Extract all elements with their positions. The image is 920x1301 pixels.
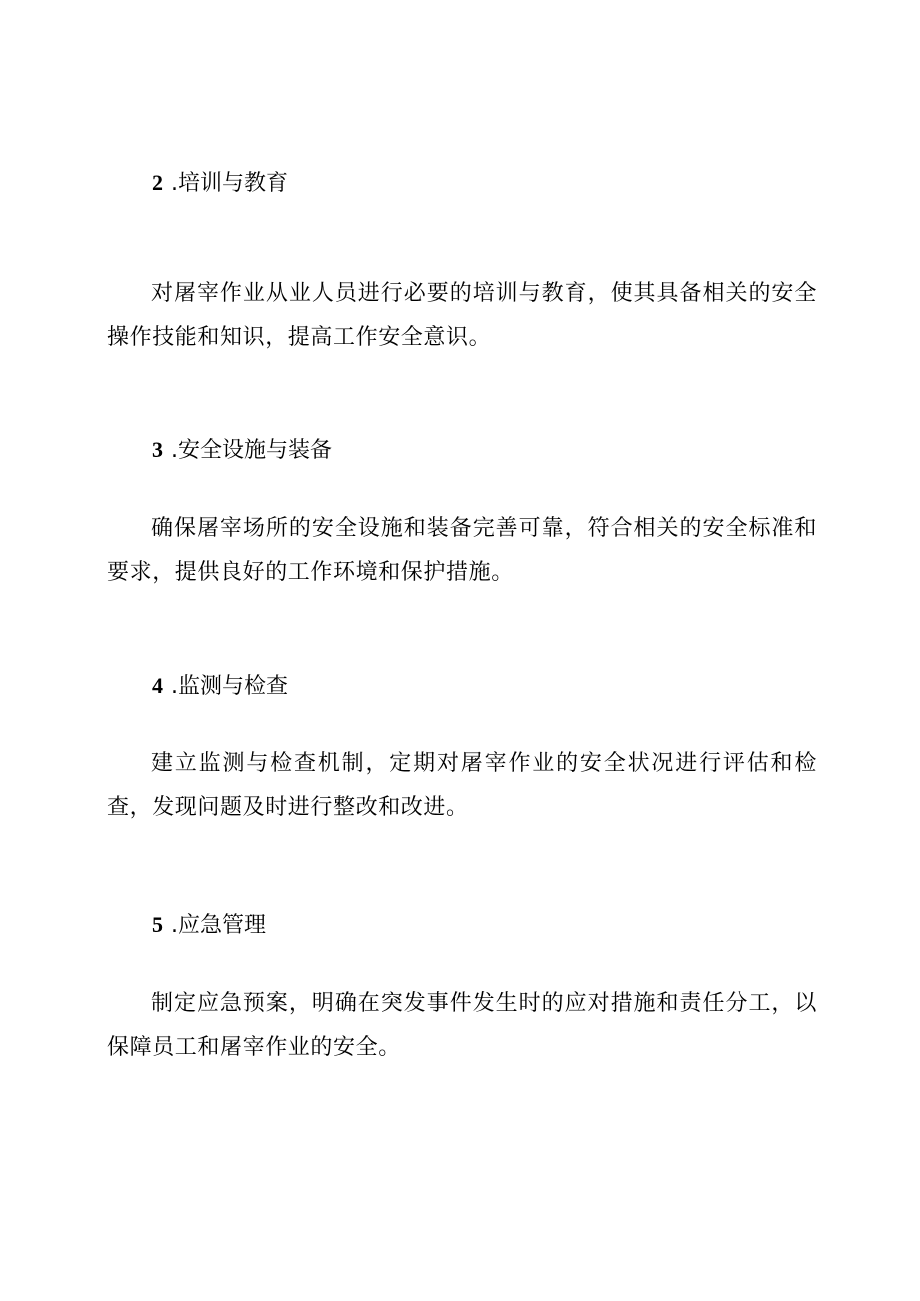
section-heading-monitoring	[152, 671, 288, 702]
section-body-emergency: 制定应急预案，明确在突发事件发生时的应对措施和责任分工，以保障员工和屠宰作业的安全。	[107, 991, 817, 1060]
section-number: 5	[152, 912, 163, 937]
section-title: .应急管理	[171, 913, 266, 938]
section-title: .监测与检查	[171, 674, 288, 699]
section-number: 3	[152, 437, 163, 462]
section-body-monitoring: 建立监测与检查机制，定期对屠宰作业的安全状况进行评估和检查，发现问题及时进行整改和改进。	[107, 751, 817, 820]
section-number: 4	[152, 673, 163, 698]
section-heading-emergency	[152, 910, 266, 941]
section-body-safety-facilities: 确保屠宰场所的安全设施和装备完善可靠，符合相关的安全标准和要求，提供良好的工作环境和保护措施。	[107, 516, 817, 585]
section-title: .安全设施与装备	[171, 438, 332, 463]
section-title: .培训与教育	[171, 171, 288, 196]
section-body-training: 对屠宰作业从业人员进行必要的培训与教育，使其具备相关的安全操作技能和知识，提高工作安全意识。	[107, 281, 817, 350]
section-heading-training	[152, 168, 288, 199]
section-number: 2	[152, 170, 163, 195]
section-heading-safety-facilities	[152, 435, 332, 466]
